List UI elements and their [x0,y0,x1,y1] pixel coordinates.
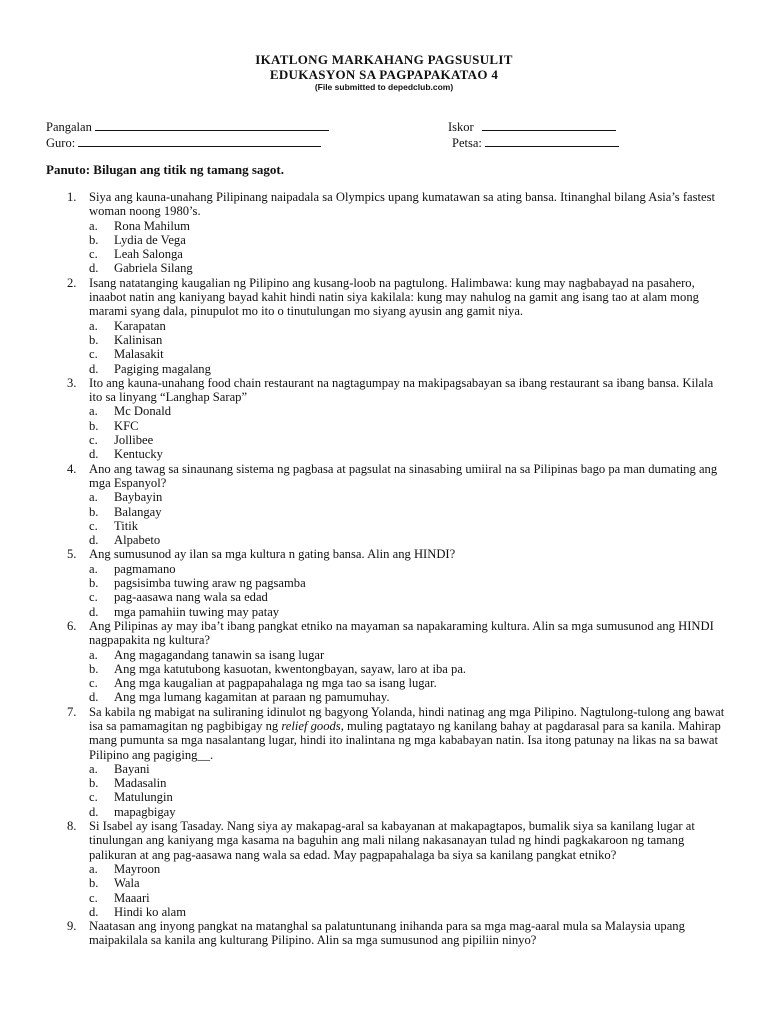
choice-b[interactable]: b. KFC [89,418,139,433]
choice-list [89,404,726,461]
question-number: 9. [67,919,77,934]
teacher-date-row [46,136,646,150]
exam-title: IKATLONG MARKAHANG PAGSUSULIT [255,52,513,67]
choice-list [89,490,726,547]
choice-d[interactable]: d. Kentucky [89,447,163,462]
choice-a[interactable]: a. Karapatan [89,318,166,333]
choice-c[interactable]: c. Jollibee [89,433,154,448]
choice-b[interactable]: b. pagsisimba tuwing araw ng pagsamba [89,576,306,591]
question-3 [46,376,726,462]
choice-list [89,219,726,276]
name-field-line[interactable] [95,120,329,131]
choice-c[interactable]: c. Leah Salonga [89,247,183,262]
choice-b[interactable]: b. Wala [89,876,140,891]
score-label: Iskor [448,120,474,134]
choice-b[interactable]: b. Balangay [89,504,162,519]
exam-header [0,52,768,93]
choice-d[interactable]: d. mapagbigay [89,804,176,819]
question-text: Ito ang kauna-unahang food chain restaurant na nagtagumpay na makipagsabayan sa ibang restaurant sa ibang bansa. Kilala ito sa linyang “Langhap Sarap” [89,375,714,405]
date-field-line[interactable] [485,136,619,147]
question-text: Sa kabila ng mabigat na suliraning idinulot ng bagyong Yolanda, hindi natinag ang mga Pilipino. Nagtulong-tulong ang bawat isa sa pamamagitan ng pagbibigay ng relief goods, muling pagtatayo ng kanilang bahay at pagdarasal para sa kanila. Mahirap mang pumunta sa mga nasalantang lugar, hindi ito inalintana ng mga kababayan natin. Isa itong patunay na likas na sa bawat Pilipino ang pagiging__. [89,704,725,762]
choice-a[interactable]: a. Rona Mahilum [89,218,190,233]
choice-d[interactable]: d. Alpabeto [89,533,161,548]
question-text: Siya ang kauna-unahang Pilipinang naipadala sa Olympics upang kumatawan sa ating bansa. Itinanghal bilang Asia’s fastest woman noong 1980’s. [89,190,716,219]
choice-b[interactable]: b. Ang mga katutubong kasuotan, kwentongbayan, sayaw, laro at iba pa. [89,661,467,676]
question-5 [46,547,726,618]
name-label: Pangalan [46,120,92,134]
question-2 [46,276,726,376]
choice-c[interactable]: c. Malasakit [89,347,164,362]
question-number: 4. [67,461,77,476]
question-list [46,190,726,948]
choice-a[interactable]: a. Mc Donald [89,404,172,419]
choice-c[interactable]: c. Matulungin [89,790,173,805]
question-8 [46,819,726,919]
question-number: 3. [67,375,77,390]
question-1 [46,190,726,276]
question-text: Naatasan ang inyong pangkat na matanghal sa palatuntunang inihanda para sa mga mag-aaral mula sa Malaysia upang maipakilala sa kanila ang kulturang Pilipino. Alin sa mga sumusunod ang pipiliin ninyo? [89,919,685,948]
question-number: 5. [67,547,77,562]
question-text: Isang natatanging kaugalian ng Pilipino ang kusang-loob na pagtulong. Halimbawa: kung may nagbabayad na pasahero, inaabot natin ang kaniyang bayad kahit hindi natin siya kakilala: kung may nahulog na gamit ang isang tao at alam mong marami syang dala, pinupulot mo ito o tinutulungan mo siyang ayusin ang gamit niya. [89,275,699,319]
question-7 [46,705,726,819]
choice-d[interactable]: d. Ang mga lumang kagamitan at paraan ng pamumuhay. [89,690,390,705]
question-number: 2. [67,275,77,290]
choice-list [89,862,726,919]
teacher-label: Guro: [46,136,76,150]
choice-d[interactable]: d. Pagiging magalang [89,361,211,376]
choice-list [89,319,726,376]
choice-list [89,562,726,619]
choice-c[interactable]: c. Maaari [89,890,150,905]
choice-d[interactable]: d. mga pamahiin tuwing may patay [89,604,280,619]
teacher-field-line[interactable] [78,136,321,147]
choice-b[interactable]: b. Madasalin [89,776,167,791]
choice-a[interactable]: a. Bayani [89,761,150,776]
choice-b[interactable]: b. Kalinisan [89,332,163,347]
question-text: Si Isabel ay isang Tasaday. Nang siya ay makapag-aral sa kabayanan at makapagtapos, bumalik siya sa kanilang lugar at tinulungan ang kaniyang mga kasama na baguhin ang mali nilang nakasanayan tulad ng hindi pagkakaroon ng tamang palikuran at ang pag-aasawa nang wala sa edad. May pagpapahalaga ba siya sa kanilang pangkat etniko? [89,819,695,862]
choice-c[interactable]: c. Ang mga kaugalian at pagpapahalaga ng mga tao sa isang lugar. [89,676,437,691]
question-9 [46,919,726,948]
choice-d[interactable]: d. Gabriela Silang [89,261,193,276]
directions: Panuto: Bilugan ang titik ng tamang sagot. [46,162,285,177]
choice-d[interactable]: d. Hindi ko alam [89,904,187,919]
question-number: 8. [67,819,77,834]
choice-a[interactable]: a. pagmamano [89,561,176,576]
choice-c[interactable]: c. pag-aasawa nang wala sa edad [89,590,268,605]
source-note: (File submitted to depedclub.com) [314,82,454,92]
score-field-line[interactable] [482,120,616,131]
name-score-row [46,120,646,134]
question-text: Ano ang tawag sa sinaunang sistema ng pagbasa at pagsulat na sinasabing umiiral na sa Pilipinas bago pa man dumating ang mga Espanyol? [89,461,718,490]
question-number: 6. [67,618,77,633]
date-label: Petsa: [452,136,482,150]
exam-subject: EDUKASYON SA PAGPAPAKATAO 4 [269,67,499,82]
question-number: 1. [67,190,77,204]
question-number: 7. [67,704,77,719]
choice-b[interactable]: b. Lydia de Vega [89,232,186,247]
choice-list [89,762,726,819]
choice-a[interactable]: a. Baybayin [89,490,163,505]
choice-a[interactable]: a. Mayroon [89,861,161,876]
question-text: Ang sumusunod ay ilan sa mga kultura n gating bansa. Alin ang HINDI? [89,547,456,562]
choice-list [89,648,726,705]
choice-a[interactable]: a. Ang magagandang tanawin sa isang lugar [89,647,325,662]
question-text: Ang Pilipinas ay may iba’t ibang pangkat etniko na mayaman sa napakaraming kultura. Alin sa mga sumusunod ang HINDI nagpapakita ng kultura? [89,618,714,648]
question-4 [46,462,726,548]
question-6 [46,619,726,705]
relief-goods-italic: relief goods, [281,718,344,733]
choice-c[interactable]: c. Titik [89,518,139,533]
